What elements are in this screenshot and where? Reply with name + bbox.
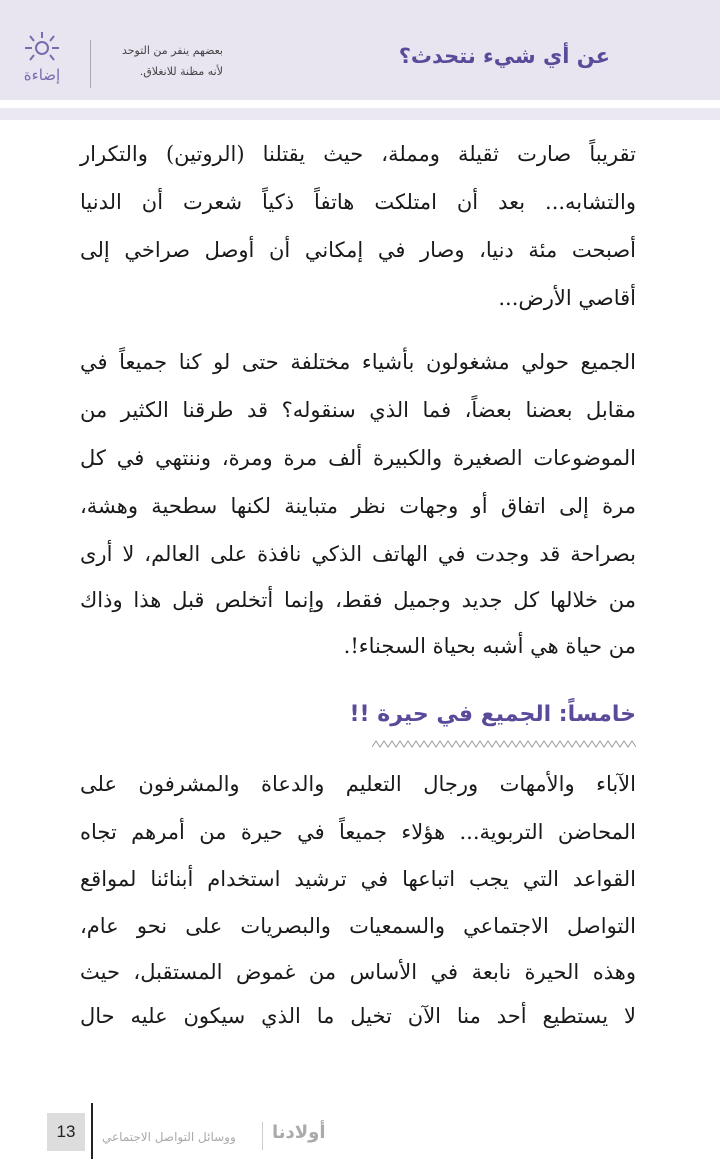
- page-number: 13: [47, 1113, 85, 1151]
- text-line: مقابل بعضنا بعضاً، فما الذي سنقوله؟ قد طرقنا الكثير من: [80, 398, 636, 422]
- footer-divider: [91, 1103, 93, 1159]
- text-line: الآباء والأمهات ورجال التعليم والدعاة والمشرفون على: [80, 772, 636, 796]
- text-line: التواصل الاجتماعي والسمعيات والبصريات على نحو عام،: [80, 914, 636, 938]
- text-line: الموضوعات الصغيرة والكبيرة ألف مرة ومرة، وننتهي في كل: [80, 446, 636, 470]
- text-line: تقريباً صارت ثقيلة ومملة، حيث يقتلنا (الروتين) والتكرار: [80, 142, 636, 166]
- text-line: القواعد التي يجب اتباعها في ترشيد استخدام أبنائنا لمواقع: [80, 867, 636, 891]
- text-line: لا يستطيع أحد منا الآن تخيل ما الذي سيكون عليه حال: [80, 1004, 636, 1028]
- header-strip: [0, 108, 720, 120]
- text-line: من خلالها كل جديد وجميل فقط، وإنما أتخلص قبل هذا وذاك: [80, 588, 636, 612]
- section-heading: خامساً: الجميع في حيرة !!: [349, 702, 636, 727]
- text-line: من حياة هي أشبه بحياة السجناء!.: [343, 634, 636, 658]
- text-line: وهذه الحيرة نابعة في الأساس من غموض المستقبل، حيث: [80, 960, 636, 984]
- text-line: أصبحت مئة دنيا، وصار في إمكاني أن أوصل صراخي إلى: [80, 238, 636, 262]
- sun-icon: [22, 30, 62, 64]
- book-title: أولادنا: [272, 1122, 326, 1143]
- text-line: أقاصي الأرض...: [498, 286, 636, 310]
- text-line: الجميع حولي مشغولون بأشياء مختلفة حتى لو كنا جميعاً في: [80, 350, 636, 374]
- logo: [18, 30, 66, 84]
- logo-text: إضاءة: [23, 66, 61, 84]
- text-line: مرة إلى اتفاق أو وجهات نظر متباينة لكنها سطحية وهشة،: [80, 494, 636, 518]
- heading-underline: [372, 740, 636, 748]
- quote-line: بعضهم ينفر من التوحد: [121, 44, 223, 57]
- chapter-title: عن أي شيء نتحدث؟: [398, 44, 610, 68]
- quote-line: لأنه مظنة للانغلاق.: [139, 65, 223, 78]
- footer-separator: [262, 1122, 263, 1150]
- text-line: بصراحة قد وجدت في الهاتف الذكي نافذة على العالم، لا أرى: [80, 542, 636, 566]
- header-quote: [103, 40, 223, 82]
- text-line: والتشابه... بعد أن امتلكت هاتفاً ذكياً شعرت أن الدنيا: [80, 190, 636, 214]
- book-subtitle: ووسائل التواصل الاجتماعي: [102, 1130, 236, 1144]
- text-line: المحاضن التربوية... هؤلاء جميعاً في حيرة من أمرهم تجاه: [80, 820, 636, 844]
- header-divider: [90, 40, 91, 88]
